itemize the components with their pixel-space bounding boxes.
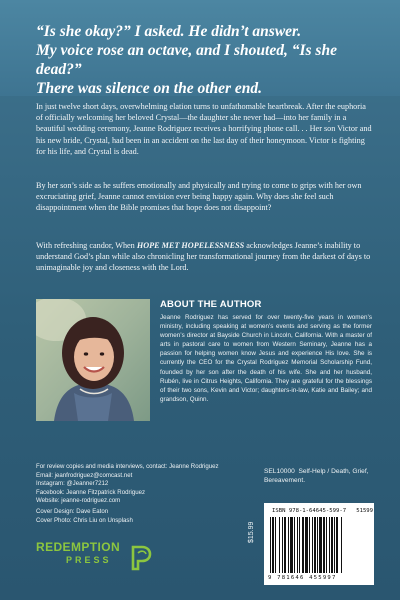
bisac-category	[264, 467, 374, 485]
cover-design-credit: Cover Design: Dave Eaton	[36, 508, 109, 515]
barcode-bar	[282, 517, 283, 573]
synopsis-paragraph-1: In just twelve short days, overwhelming elation turns to unfathomable heartbreak. After the euphoria of officially welcoming her beloved Crystal—the daughter she never had—into her family in a beautiful wedding ceremony, Jeanne Rodriguez receives a horrifying phone call. . . Her son Victor and his new bride, Crystal, had been in an accident on the last day of their honeymoon. Victor is fighting for his life, and Crystal is dead.	[36, 102, 372, 156]
contact-info	[36, 463, 256, 506]
isbn-text: ISBN 978-1-64645-599-7	[272, 508, 347, 514]
publisher-emblem-icon	[130, 545, 152, 571]
publisher-name-line-1: REDEMPTION	[36, 540, 121, 554]
publisher-name-line-2: PRESS	[66, 555, 112, 565]
barcode-bar	[309, 517, 310, 573]
barcode-bar	[334, 517, 335, 573]
contact-instagram: Instagram: @Jeanner7212	[36, 480, 109, 488]
cover-photo-credit: Cover Photo: Chris Liu on Unsplash	[36, 516, 133, 524]
barcode-box	[264, 503, 374, 585]
contact-website: Website: jeanne-rodriguez.com	[36, 497, 121, 505]
barcode-bar	[302, 517, 304, 573]
barcode-bar	[331, 517, 333, 573]
about-author-heading: ABOUT THE AUTHOR	[160, 299, 262, 310]
barcode-bar	[323, 517, 325, 573]
barcode-image	[268, 517, 370, 573]
barcode-bar	[294, 517, 295, 573]
barcode-bar	[329, 517, 330, 573]
barcode-bar	[279, 517, 280, 573]
author-portrait-image	[36, 299, 150, 421]
p3-rest: acknowledges Jeanne’s inability to understand God’s plan while also chronicling her transformational journey from the darkest of days to unimaginable joy and closeness with the Lord.	[36, 241, 371, 273]
price-code: 51599	[356, 508, 374, 514]
author-bio: Jeanne Rodriguez has served for over twenty-five years in women’s ministry, including speaking at women’s events and serving as the former women’s director at Bayside Church in Lincoln, California. With a master of arts in pastoral care to women from Western Seminary, Jeanne has a passion for helping women know Jesus and experience His love. She is currently the CEO for the Crystal Rodriguez Memorial Scholarship Fund, founded by her son after the death of his wife. She and her husband, Rubén, live in Citrus Heights, California. They are grateful for the blessings of their two sons, Kevin and Victor; daughters-in-law, Katie and Bailey; and grandson, Quinn.	[160, 314, 372, 403]
barcode-bar	[305, 517, 308, 573]
quote-line-1: “Is she okay?” I asked. He didn’t answer.	[36, 23, 302, 40]
publisher-logo	[36, 540, 156, 580]
barcode-bar	[319, 517, 322, 573]
barcode-bar	[270, 517, 271, 573]
barcode-bar	[326, 517, 327, 573]
quote-line-2: My voice rose an octave, and I shouted, “Is she dead?”	[36, 42, 337, 78]
category-code: SEL10000	[264, 468, 295, 475]
category-line	[264, 467, 374, 485]
p3-intro: With refreshing candor, When	[36, 241, 137, 250]
barcode-bar	[336, 517, 338, 573]
barcode-bar	[312, 517, 313, 573]
isbn-digits: 9 781646 455997	[268, 575, 337, 581]
barcode-bar	[299, 517, 300, 573]
contact-intro: For review copies and media interviews, contact: Jeanne Rodriguez	[36, 463, 219, 470]
barcode-bar	[272, 517, 274, 573]
book-title-inline: HOPE MET HOPELESSNESS	[136, 241, 245, 250]
barcode-bar	[314, 517, 316, 573]
author-photo	[36, 299, 150, 421]
pull-quote	[36, 22, 386, 98]
barcode-bar	[341, 517, 342, 573]
cover-credits	[36, 508, 256, 525]
barcode-bar	[317, 517, 318, 573]
category-text: Self-Help / Death, Grief, Bereavement.	[264, 468, 369, 484]
barcode-bar	[297, 517, 298, 573]
barcode-bar	[290, 517, 293, 573]
barcode-bar	[288, 517, 289, 573]
isbn-label	[272, 508, 372, 514]
contact-email: Email: jeanfrodriguez@comcast.net	[36, 471, 133, 479]
contact-facebook: Facebook: Jeanne Fitzpatrick Rodriguez	[36, 488, 146, 496]
barcode-bar	[275, 517, 276, 573]
synopsis-paragraph-2: By her son’s side as he suffers emotionally and physically and trying to come to grips with her own excruciating grief, Jeanne cannot envision ever being happy again. Why does she feel such disappointment when the Bible promises that hope does not disappoint?	[36, 181, 362, 213]
price-label: $15.99	[248, 521, 255, 543]
barcode-bar	[284, 517, 286, 573]
synopsis-paragraph-3	[36, 240, 372, 274]
quote-line-3: There was silence on the other end.	[36, 80, 263, 97]
